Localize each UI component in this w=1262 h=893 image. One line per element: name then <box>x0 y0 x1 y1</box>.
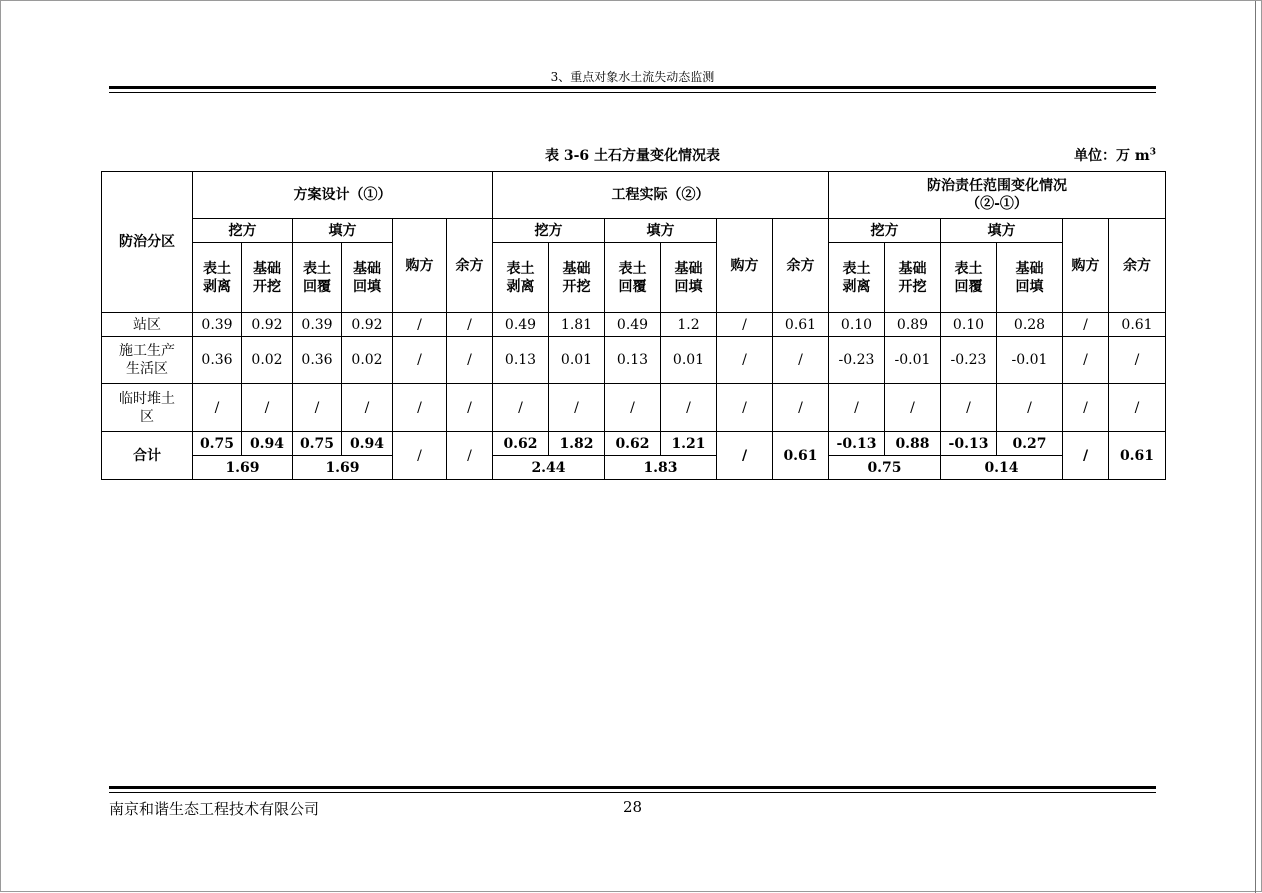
sub-header-line: 开挖 <box>898 278 927 295</box>
unit-superscript: 3 <box>1149 147 1156 158</box>
data-cell: / <box>1109 384 1166 432</box>
total-slash-cell: / <box>447 432 493 480</box>
sub-header <box>342 243 393 313</box>
zone-cell: 站区 <box>102 313 193 337</box>
sub-header-line: 基础 <box>562 260 591 277</box>
sub-header-line: 基础 <box>353 260 381 277</box>
group-change-line-2: （②-①） <box>966 196 1028 212</box>
total-cell: 0.94 <box>242 432 293 456</box>
sub-header <box>193 243 242 313</box>
sub-header <box>605 243 661 313</box>
sub-header <box>493 243 549 313</box>
header-row-1 <box>102 172 1166 219</box>
table-caption: 表 3-6 土石方量变化情况表 <box>544 148 721 164</box>
data-cell: 1.81 <box>549 313 605 337</box>
total-cell: 0.62 <box>493 432 549 456</box>
data-cell: 0.92 <box>242 313 293 337</box>
total-row-top <box>102 432 1166 456</box>
total-yu-cell: 0.61 <box>773 432 829 480</box>
sub-header-line: 剥离 <box>203 278 231 295</box>
data-cell: / <box>829 384 885 432</box>
header-rule-thin <box>109 92 1156 93</box>
total-sum-cell: 1.69 <box>293 456 393 480</box>
unit-label: 单位：万 m <box>1074 148 1150 164</box>
sub-header-line: 回填 <box>674 278 703 295</box>
total-slash-cell: / <box>717 432 773 480</box>
data-cell: / <box>1063 337 1109 384</box>
data-cell: 0.10 <box>941 313 997 337</box>
sub-header-line: 表土 <box>618 260 647 277</box>
data-cell: 0.02 <box>342 337 393 384</box>
data-cell: / <box>393 313 447 337</box>
actual-yu-header: 余方 <box>773 219 829 313</box>
total-sum-cell: 1.83 <box>605 456 717 480</box>
sub-header <box>661 243 717 313</box>
design-yu-header: 余方 <box>447 219 493 313</box>
data-cell: / <box>242 384 293 432</box>
change-yu-header: 余方 <box>1109 219 1166 313</box>
zone-line: 施工生产 <box>119 343 175 359</box>
data-cell: / <box>393 337 447 384</box>
sub-header-line: 基础 <box>674 260 703 277</box>
zone-cell <box>102 337 193 384</box>
data-cell: 0.49 <box>605 313 661 337</box>
sub-header-line: 表土 <box>303 260 331 277</box>
sub-header <box>242 243 293 313</box>
total-slash-cell: / <box>1063 432 1109 480</box>
data-cell: / <box>1063 384 1109 432</box>
data-cell: / <box>941 384 997 432</box>
footer-rule-thin <box>109 792 1156 793</box>
actual-wa-header: 挖方 <box>493 219 605 243</box>
sub-header-line: 回填 <box>353 278 381 295</box>
design-tian-header: 填方 <box>293 219 393 243</box>
change-gou-header: 购方 <box>1063 219 1109 313</box>
data-cell: / <box>1109 337 1166 384</box>
sub-header-line: 表土 <box>842 260 871 277</box>
header-row-2 <box>102 219 1166 243</box>
page-edge <box>1255 1 1256 893</box>
total-cell: 1.82 <box>549 432 605 456</box>
data-cell: / <box>293 384 342 432</box>
data-cell: -0.23 <box>941 337 997 384</box>
data-cell: 0.13 <box>605 337 661 384</box>
total-cell: 0.75 <box>293 432 342 456</box>
total-yu-cell: 0.61 <box>1109 432 1166 480</box>
design-gou-header: 购方 <box>393 219 447 313</box>
header-row-3 <box>102 243 1166 313</box>
data-cell: / <box>447 384 493 432</box>
data-cell: / <box>549 384 605 432</box>
group-change-line-1: 防治责任范围变化情况 <box>927 178 1067 194</box>
zone-line: 临时堆土 <box>119 390 175 407</box>
data-cell: 0.49 <box>493 313 549 337</box>
data-cell: 0.13 <box>493 337 549 384</box>
data-cell: / <box>447 337 493 384</box>
total-cell: 0.94 <box>342 432 393 456</box>
zone-header: 防治分区 <box>102 172 193 313</box>
page-header-title: 3、重点对象水土流失动态监测 <box>550 70 715 84</box>
data-cell: 0.02 <box>242 337 293 384</box>
sub-header <box>885 243 941 313</box>
data-cell: / <box>493 384 549 432</box>
total-sum-cell: 0.14 <box>941 456 1063 480</box>
data-cell: 1.2 <box>661 313 717 337</box>
total-sum-cell: 1.69 <box>193 456 293 480</box>
total-cell: 0.88 <box>885 432 941 456</box>
sub-header <box>293 243 342 313</box>
change-wa-header: 挖方 <box>829 219 941 243</box>
footer-page-number: 28 <box>622 798 643 816</box>
total-label: 合计 <box>102 432 193 480</box>
data-cell: 0.39 <box>293 313 342 337</box>
sub-header-line: 回覆 <box>303 278 331 295</box>
table-row <box>102 384 1166 432</box>
footer-rule-thick <box>109 786 1156 789</box>
sub-header-line: 基础 <box>898 260 927 277</box>
data-cell: 0.10 <box>829 313 885 337</box>
total-cell: 0.27 <box>997 432 1063 456</box>
total-cell: 1.21 <box>661 432 717 456</box>
data-cell: / <box>773 337 829 384</box>
total-slash-cell: / <box>393 432 447 480</box>
data-cell: / <box>393 384 447 432</box>
data-cell: / <box>717 384 773 432</box>
data-cell: 0.61 <box>1109 313 1166 337</box>
data-cell: 0.36 <box>193 337 242 384</box>
sub-header-line: 表土 <box>954 260 983 277</box>
sub-header-line: 表土 <box>203 260 231 277</box>
sub-header-line: 回填 <box>1015 278 1044 295</box>
data-cell: / <box>447 313 493 337</box>
data-cell: / <box>342 384 393 432</box>
earthwork-table <box>101 171 1166 480</box>
actual-tian-header: 填方 <box>605 219 717 243</box>
table-row <box>102 313 1166 337</box>
sub-header-line: 回覆 <box>954 278 983 295</box>
zone-line: 区 <box>140 408 154 425</box>
data-cell: / <box>885 384 941 432</box>
total-cell: -0.13 <box>829 432 885 456</box>
data-cell: / <box>661 384 717 432</box>
data-cell: / <box>717 337 773 384</box>
data-cell: / <box>773 384 829 432</box>
table-unit <box>1074 145 1156 165</box>
sub-header-line: 剥离 <box>842 278 871 295</box>
sub-header-line: 剥离 <box>506 278 535 295</box>
total-sum-cell: 0.75 <box>829 456 941 480</box>
sub-header-line: 开挖 <box>253 278 281 295</box>
data-cell: 0.89 <box>885 313 941 337</box>
data-cell: -0.23 <box>829 337 885 384</box>
design-wa-header: 挖方 <box>193 219 293 243</box>
sub-header <box>829 243 885 313</box>
total-row-bottom <box>102 456 1166 480</box>
actual-gou-header: 购方 <box>717 219 773 313</box>
sub-header-line: 回覆 <box>618 278 647 295</box>
sub-header <box>549 243 605 313</box>
data-cell: / <box>717 313 773 337</box>
data-cell: 0.28 <box>997 313 1063 337</box>
data-cell: 0.61 <box>773 313 829 337</box>
data-cell: 0.92 <box>342 313 393 337</box>
data-cell: 0.39 <box>193 313 242 337</box>
data-cell: -0.01 <box>885 337 941 384</box>
group-change-header <box>829 172 1166 219</box>
data-cell: 0.01 <box>549 337 605 384</box>
footer-company-name: 南京和谐生态工程技术有限公司 <box>109 800 320 818</box>
data-cell: 0.36 <box>293 337 342 384</box>
change-tian-header: 填方 <box>941 219 1063 243</box>
total-cell: 0.62 <box>605 432 661 456</box>
header-rule-thick <box>109 86 1156 89</box>
data-cell: / <box>1063 313 1109 337</box>
zone-line: 生活区 <box>126 361 168 377</box>
zone-cell <box>102 384 193 432</box>
sub-header-line: 基础 <box>253 260 281 277</box>
total-cell: 0.75 <box>193 432 242 456</box>
total-cell: -0.13 <box>941 432 997 456</box>
data-cell: / <box>605 384 661 432</box>
data-cell: / <box>997 384 1063 432</box>
group-actual-header: 工程实际（②） <box>493 172 829 219</box>
total-sum-cell: 2.44 <box>493 456 605 480</box>
data-cell: -0.01 <box>997 337 1063 384</box>
table-row <box>102 337 1166 384</box>
sub-header <box>997 243 1063 313</box>
data-cell: / <box>193 384 242 432</box>
data-cell: 0.01 <box>661 337 717 384</box>
group-design-header: 方案设计（①） <box>193 172 493 219</box>
sub-header-line: 开挖 <box>562 278 591 295</box>
sub-header <box>941 243 997 313</box>
sub-header-line: 基础 <box>1015 260 1044 277</box>
sub-header-line: 表土 <box>506 260 535 277</box>
